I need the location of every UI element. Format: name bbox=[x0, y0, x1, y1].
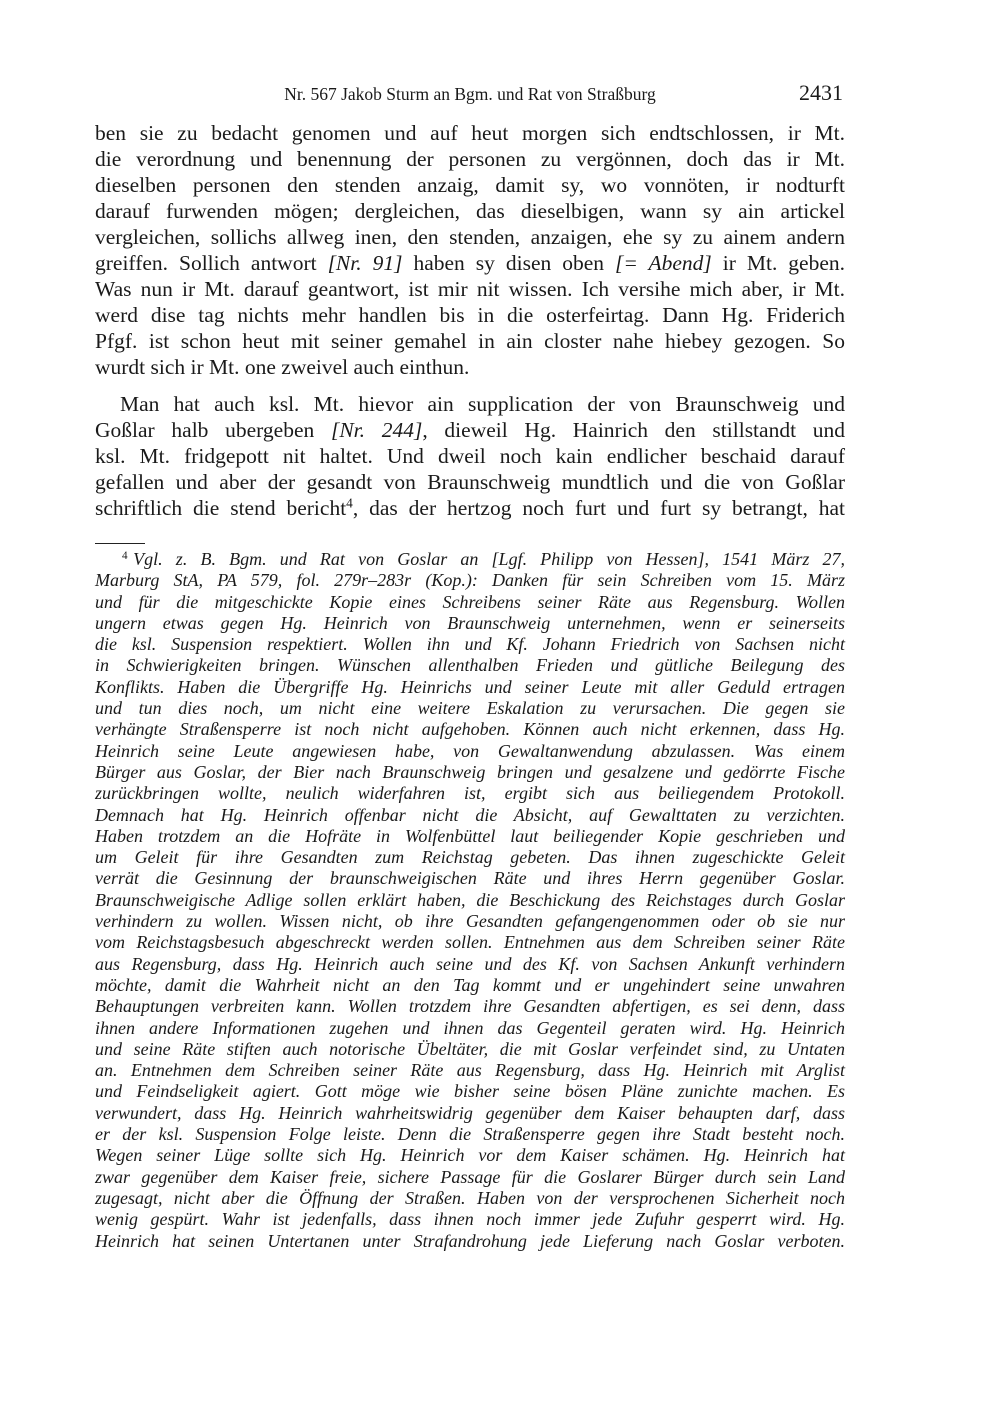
footnote-line bbox=[95, 655, 845, 676]
footnote-line bbox=[95, 1060, 845, 1081]
footnote-text: und für die mitgeschickte Kopie eines Schreibens seiner Räte aus Regensburg. Wollen bbox=[95, 591, 845, 612]
footnote-line bbox=[95, 1103, 845, 1124]
text-line bbox=[95, 495, 845, 521]
text-line bbox=[95, 328, 845, 354]
footnote-text: zurückbringen wollte, neulich widerfahren ist, ergibt sich aus beiliegendem Protokoll. bbox=[95, 783, 845, 804]
text-segment: Goßlar halb ubergeben bbox=[95, 418, 331, 442]
text-segment: Was nun ir Mt. darauf geantwort, ist mir nit wissen. Ich versihe mich aber, ir Mt. bbox=[95, 277, 845, 301]
footnote-line bbox=[95, 741, 845, 762]
footnote-line bbox=[95, 762, 845, 783]
text-segment: gefallen und aber der gesandt von Braunschweig mundtlich und die von Goßlar bbox=[95, 470, 845, 494]
footnote-text: zugesagt, nicht aber die Öffnung der Straßen. Haben von der versprochenen Sicherheit noch bbox=[95, 1187, 845, 1208]
body-paragraph-1 bbox=[95, 120, 845, 380]
footnote-text: die ksl. Suspension respektiert. Wollen ihn und Kf. Johann Friedrich von Sachsen nicht bbox=[95, 634, 845, 655]
footnote-text: Braunschweigische Adlige sollen erklärt haben, die Beschickung des Reichstages durch Goslar bbox=[95, 889, 845, 910]
footnote-line bbox=[95, 634, 845, 655]
body-paragraph-2 bbox=[95, 391, 845, 521]
footnote-line bbox=[95, 719, 845, 740]
footnote-line bbox=[95, 890, 845, 911]
footnote-line bbox=[95, 932, 845, 953]
text-segment: greiffen. Sollich antwort bbox=[95, 251, 328, 275]
footnote-text: Haben trotzdem an die Hofräte in Wolfenbüttel laut beiliegender Kopie geschrieben und bbox=[95, 825, 845, 846]
text-line bbox=[95, 146, 845, 172]
footnote-line bbox=[95, 613, 845, 634]
footnote-line bbox=[95, 783, 845, 804]
footnote-marker: 4 bbox=[122, 549, 134, 562]
text-line bbox=[95, 391, 845, 417]
text-line bbox=[95, 120, 845, 146]
footnote-text: verrät die Gesinnung der braunschweigischen Räte und ihres Herrn gegenüber Goslar. bbox=[95, 868, 845, 889]
footnote-line bbox=[95, 698, 845, 719]
footnote-line bbox=[95, 570, 845, 591]
footnote-divider bbox=[95, 543, 145, 544]
footnote-line bbox=[95, 996, 845, 1017]
text-segment: schriftlich die stend bericht bbox=[95, 496, 347, 520]
page-number: 2431 bbox=[799, 80, 843, 105]
footnote-text: aus Regensburg, dass Hg. Heinrich auch seine und des Kf. von Sachsen Ankunft verhindern bbox=[95, 953, 845, 974]
footnote-text: verwundert, dass Hg. Heinrich wahrheitswidrig gegenüber dem Kaiser behaupten darf, dass bbox=[95, 1102, 845, 1123]
footnote-line bbox=[95, 1167, 845, 1188]
text-segment: vergleichen, sollichs allweg inen, den stenden, anzaigen, ehe sy zu ainem andern bbox=[95, 225, 845, 249]
footnote-line bbox=[95, 868, 845, 889]
text-line bbox=[95, 276, 845, 302]
footnote-line bbox=[95, 847, 845, 868]
footnote-line bbox=[95, 1018, 845, 1039]
footnote-line bbox=[95, 954, 845, 975]
text-line bbox=[95, 224, 845, 250]
footnote-line bbox=[95, 1145, 845, 1166]
footnote-text: ungern etwas gegen Hg. Heinrich von Braunschweig unternehmen, wenn er seinerseits bbox=[95, 612, 845, 633]
text-line bbox=[95, 354, 845, 380]
footnote-text: Behauptungen verbreiten kann. Wollen trotzdem ihre Gesandten abfertigen, es sei denn, dass bbox=[95, 996, 845, 1017]
footnote-line bbox=[95, 1081, 845, 1102]
text-segment: haben sy disen oben bbox=[402, 251, 615, 275]
editorial-note: [Nr. 244] bbox=[330, 418, 423, 442]
footnote-text: verhängte Straßensperre ist noch nicht aufgehoben. Können auch nicht erkennen, dass Hg. bbox=[95, 719, 845, 740]
footnote-text: Wegen seiner Lüge sollte sich Hg. Heinrich vor dem Kaiser schämen. Hg. Heinrich hat bbox=[95, 1145, 845, 1166]
editorial-note: [Nr. 91] bbox=[327, 251, 403, 275]
text-line bbox=[95, 302, 845, 328]
footnote-text: Konflikts. Haben die Übergriffe Hg. Heinrichs und seiner Leute mit aller Geduld ertragen bbox=[95, 676, 845, 697]
text-segment: Pfgf. ist schon heut mit seiner gemahel in ain closter nahe hiebey gezogen. So bbox=[95, 329, 845, 353]
footnote-line bbox=[95, 1124, 845, 1145]
footnote-text: Bürger aus Goslar, der Bier nach Braunschweig bringen und gesalzene und gedörrte Fische bbox=[95, 761, 845, 782]
footnote-line bbox=[95, 911, 845, 932]
footnote-text: wenig gespürt. Wahr ist jedenfalls, dass ihnen noch immer jede Zufuhr gesperrt wird. Hg. bbox=[95, 1209, 845, 1230]
text-segment: ben sie zu bedacht genomen und auf heut morgen sich endtschlossen, ir Mt. bbox=[95, 121, 845, 145]
text-segment: , das der hertzog noch furt und furt sy betrangt, hat bbox=[352, 496, 845, 520]
footnote-text: möchte, damit die Wahrheit nicht an den Tag kommt und er ungehindert seine unwahren bbox=[95, 974, 845, 995]
footnote-text: in Schwierigkeiten bringen. Wünschen allenthalben Frieden und gütliche Beilegung des bbox=[95, 655, 845, 676]
footnote-line bbox=[95, 1039, 845, 1060]
footnote-text: er der ksl. Suspension Folge leiste. Denn die Straßensperre gegen ihre Stadt besteht noch. bbox=[95, 1124, 845, 1145]
footnote-text: vom Reichstagsbesuch abgeschreckt werden sollen. Entnehmen aus dem Schreiben seiner Räte bbox=[95, 932, 845, 953]
text-segment: dieselben personen den stenden anzaig, damit sy, wo vonnöten, ir nodturft bbox=[95, 173, 845, 197]
footnote-text: Heinrich hat seinen Untertanen unter Strafandrohung jede Lieferung nach Goslar verboten. bbox=[95, 1230, 845, 1251]
text-segment: die verordnung und benennung der personen zu vergönnen, doch das ir Mt. bbox=[95, 147, 845, 171]
running-header bbox=[95, 80, 845, 108]
text-line bbox=[95, 417, 845, 443]
footnote-line bbox=[95, 805, 845, 826]
text-line bbox=[95, 469, 845, 495]
text-segment: werd dise tag nichts mehr handlen bis in die osterfeirtag. Dann Hg. Friderich bbox=[95, 303, 845, 327]
footnote-line bbox=[95, 975, 845, 996]
text-line bbox=[95, 250, 845, 276]
footnote-text: Marburg StA, PA 579, fol. 279r–283r (Kop.): Danken für sein Schreiben vom 15. März bbox=[95, 570, 845, 591]
footnote-text: und Feindseligkeit agiert. Gott möge wie bisher seine bösen Pläne zunichte machen. Es bbox=[95, 1081, 845, 1102]
footnote-text: Demnach hat Hg. Heinrich offenbar nicht die Absicht, auf Gewalttaten zu verzichten. bbox=[95, 804, 845, 825]
text-segment: wurdt sich ir Mt. one zweivel auch einthun. bbox=[95, 355, 470, 379]
running-header-title: Nr. 567 Jakob Sturm an Bgm. und Rat von Straßburg bbox=[284, 84, 656, 104]
text-segment: ir Mt. geben. bbox=[711, 251, 846, 275]
footnote-reference[interactable]: 4 bbox=[346, 495, 353, 511]
editorial-note: [= Abend] bbox=[615, 251, 712, 275]
footnote-line bbox=[95, 549, 845, 570]
text-segment: Man hat auch ksl. Mt. hievor ain supplication der von Braunschweig und bbox=[120, 392, 845, 416]
footnote-text: zwar gegenüber dem Kaiser freie, sichere Passage für die Goslarer Bürger durch sein Land bbox=[95, 1166, 845, 1187]
footnote-text: und seine Räte stiften auch notorische Übeltäter, die mit Goslar verfeindet sind, zu Untaten bbox=[95, 1038, 845, 1059]
text-line bbox=[95, 172, 845, 198]
footnote-line bbox=[95, 826, 845, 847]
footnote-line bbox=[95, 592, 845, 613]
footnote-text: verhindern zu wollen. Wissen nicht, ob ihre Gesandten gefangengenommen oder ob sie nur bbox=[95, 911, 845, 932]
footnote-line bbox=[95, 1231, 845, 1252]
footnote-text: ihnen andere Informationen zugehen und ihnen das Gegenteil geraten wird. Hg. Heinrich bbox=[95, 1017, 845, 1038]
text-line bbox=[95, 443, 845, 469]
footnote-text: Heinrich seine Leute angewiesen habe, von Gewaltanwendung abzulassen. Was einem bbox=[95, 740, 845, 761]
text-segment: , dieweil Hg. Hainrich den stillstandt und bbox=[422, 418, 845, 442]
footnote-text: und tun dies noch, um nicht eine weitere Eskalation zu verursachen. Die gegen sie bbox=[95, 698, 845, 719]
footnote-line bbox=[95, 1188, 845, 1209]
footnote-text: um Geleit für ihre Gesandten zum Reichstag gebeten. Das ihnen zugeschickte Geleit bbox=[95, 847, 845, 868]
footnote-4 bbox=[95, 549, 845, 1252]
footnote-text: Vgl. z. B. Bgm. und Rat von Goslar an [Lgf. Philipp von Hessen], 1541 März 27, bbox=[133, 549, 845, 569]
text-line bbox=[95, 198, 845, 224]
footnote-line bbox=[95, 1209, 845, 1230]
text-segment: ksl. Mt. fridgepott nit haltet. Und dweil noch kain endlicher beschaid darauf bbox=[95, 444, 845, 468]
footnote-line bbox=[95, 677, 845, 698]
footnote-text: an. Entnehmen dem Schreiben seiner Räte aus Regensburg, dass Hg. Heinrich mit Arglist bbox=[95, 1060, 845, 1081]
text-segment: darauf furwenden mögen; dergleichen, das dieselbigen, wann sy ain artickel bbox=[95, 199, 845, 223]
